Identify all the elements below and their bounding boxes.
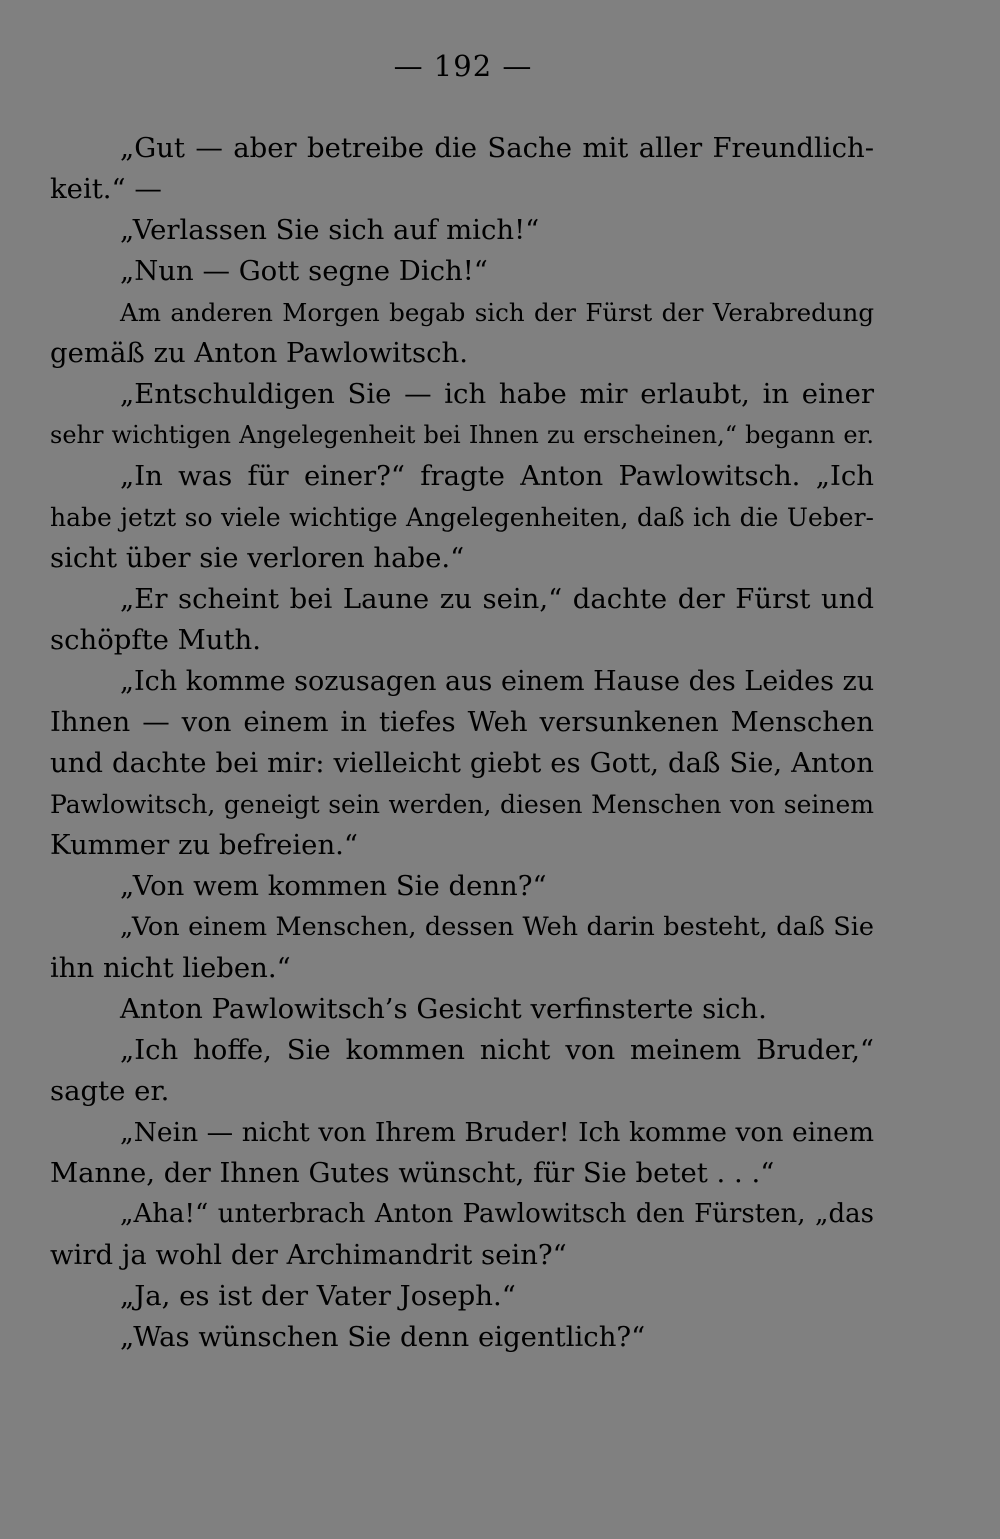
text-line: und dachte bei mir: vielleicht giebt es Gott, daß Sie, Anton: [50, 747, 874, 779]
text-line: habe jetzt so viele wichtige Angelegenheiten, daß ich die Ueber-: [50, 503, 874, 532]
text-line: „Aha!“ unterbrach Anton Pawlowitsch den Fürsten, „das: [120, 1199, 874, 1229]
text-line: „Entschuldigen Sie — ich habe mir erlaubt, in einer: [120, 378, 874, 410]
text-line: sagte er.: [50, 1075, 170, 1107]
text-line: Manne, der Ihnen Gutes wünscht, für Sie betet . . .“: [50, 1157, 775, 1189]
text-line: schöpfte Muth.: [50, 624, 262, 656]
text-line: „Er scheint bei Laune zu sein,“ dachte der Fürst und: [120, 583, 874, 615]
text-line: Ihnen — von einem in tiefes Weh versunkenen Menschen: [50, 706, 874, 738]
body-text: [50, 128, 874, 1358]
text-line: „In was für einer?“ fragte Anton Pawlowitsch. „Ich: [120, 460, 874, 492]
text-line: „Von einem Menschen, dessen Weh darin besteht, daß Sie: [120, 912, 874, 942]
text-line: Am anderen Morgen begab sich der Fürst der Verabredung: [120, 298, 874, 327]
text-line: ihn nicht lieben.“: [50, 952, 291, 984]
text-line: sehr wichtigen Angelegenheit bei Ihnen zu erscheinen,“ begann er.: [50, 421, 874, 449]
text-line: Anton Pawlowitsch’s Gesicht verfinsterte sich.: [120, 993, 767, 1025]
text-line: wird ja wohl der Archimandrit sein?“: [50, 1239, 567, 1271]
text-line: „Von wem kommen Sie denn?“: [120, 870, 547, 902]
text-line: „Nein — nicht von Ihrem Bruder! Ich komme von einem: [120, 1117, 874, 1148]
text-line: sicht über sie verloren habe.“: [50, 542, 465, 574]
text-line: „Ja, es ist der Vater Joseph.“: [120, 1280, 516, 1312]
text-line: „Gut — aber betreibe die Sache mit aller Freundlich-: [120, 132, 874, 164]
text-line: keit.“ —: [50, 173, 162, 205]
text-line: „Ich hoffe, Sie kommen nicht von meinem Bruder,“: [120, 1034, 874, 1066]
text-line: gemäß zu Anton Pawlowitsch.: [50, 337, 468, 369]
text-line: „Nun — Gott segne Dich!“: [120, 255, 488, 287]
text-line: „Was wünschen Sie denn eigentlich?“: [120, 1321, 646, 1353]
text-line: Pawlowitsch, geneigt sein werden, diesen Menschen von seinem: [50, 790, 874, 819]
page-number: — 192 —: [393, 49, 533, 83]
text-line: „Verlassen Sie sich auf mich!“: [120, 214, 540, 246]
text-line: „Ich komme sozusagen aus einem Hause des Leides zu: [120, 666, 875, 697]
text-line: Kummer zu befreien.“: [50, 829, 358, 861]
